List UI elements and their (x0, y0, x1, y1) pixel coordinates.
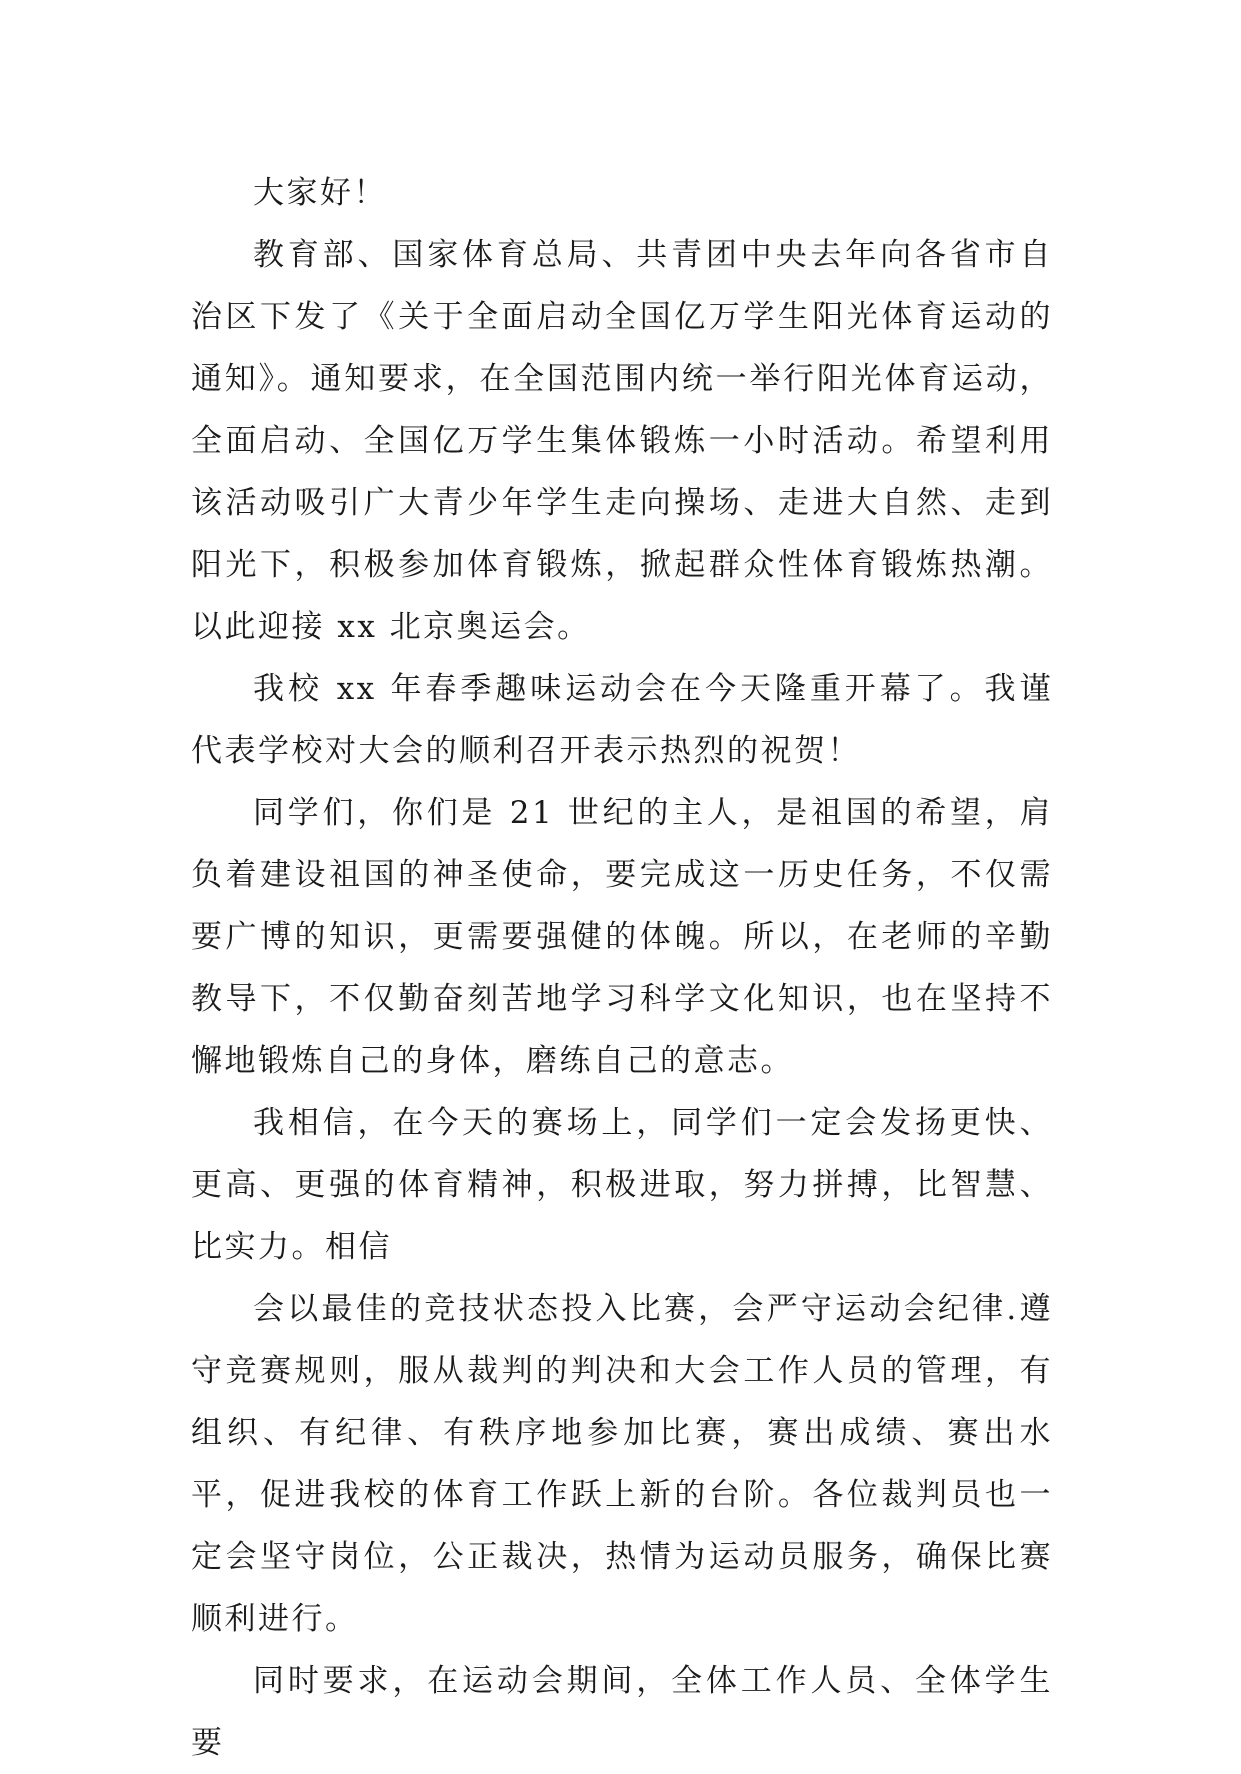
paragraph-opening: 我校 xx 年春季趣味运动会在今天隆重开幕了。我谨代表学校对大会的顺利召开表示热烈的祝贺！ (191, 671, 1053, 769)
document-body (191, 162, 1053, 1774)
paragraph-greeting: 大家好！ (253, 175, 387, 211)
paragraph-notice: 教育部、国家体育总局、共青团中央去年向各省市自治区下发了《关于全面启动全国亿万学生阳光体育运动的通知》。通知要求，在全国范围内统一举行阳光体育运动，全面启动、全国亿万学生集体锻炼一小时活动。希望利用该活动吸引广大青少年学生走向操场、走进大自然、走到阳光下，积极参加体育锻炼，掀起群众性体育锻炼热潮。以此迎接 xx 北京奥运会。 (191, 237, 1053, 645)
paragraph-belief: 我相信，在今天的赛场上，同学们一定会发扬更快、更高、更强的体育精神，积极进取，努力拼搏，比智慧、比实力。相信 (191, 1105, 1053, 1265)
paragraph-requirements: 同时要求，在运动会期间，全体工作人员、全体学生要 (191, 1663, 1053, 1761)
paragraph-students: 同学们，你们是 21 世纪的主人，是祖国的希望，肩负着建设祖国的神圣使命，要完成这一历史任务，不仅需要广博的知识，更需要强健的体魄。所以，在老师的辛勤教导下，不仅勤奋刻苦地学习科学文化知识，也在坚持不懈地锻炼自己的身体，磨练自己的意志。 (191, 795, 1053, 1079)
paragraph-discipline: 会以最佳的竞技状态投入比赛，会严守运动会纪律.遵守竞赛规则，服从裁判的判决和大会工作人员的管理，有组织、有纪律、有秩序地参加比赛，赛出成绩、赛出水平，促进我校的体育工作跃上新的台阶。各位裁判员也一定会坚守岗位，公正裁决，热情为运动员服务，确保比赛顺利进行。 (191, 1291, 1053, 1637)
